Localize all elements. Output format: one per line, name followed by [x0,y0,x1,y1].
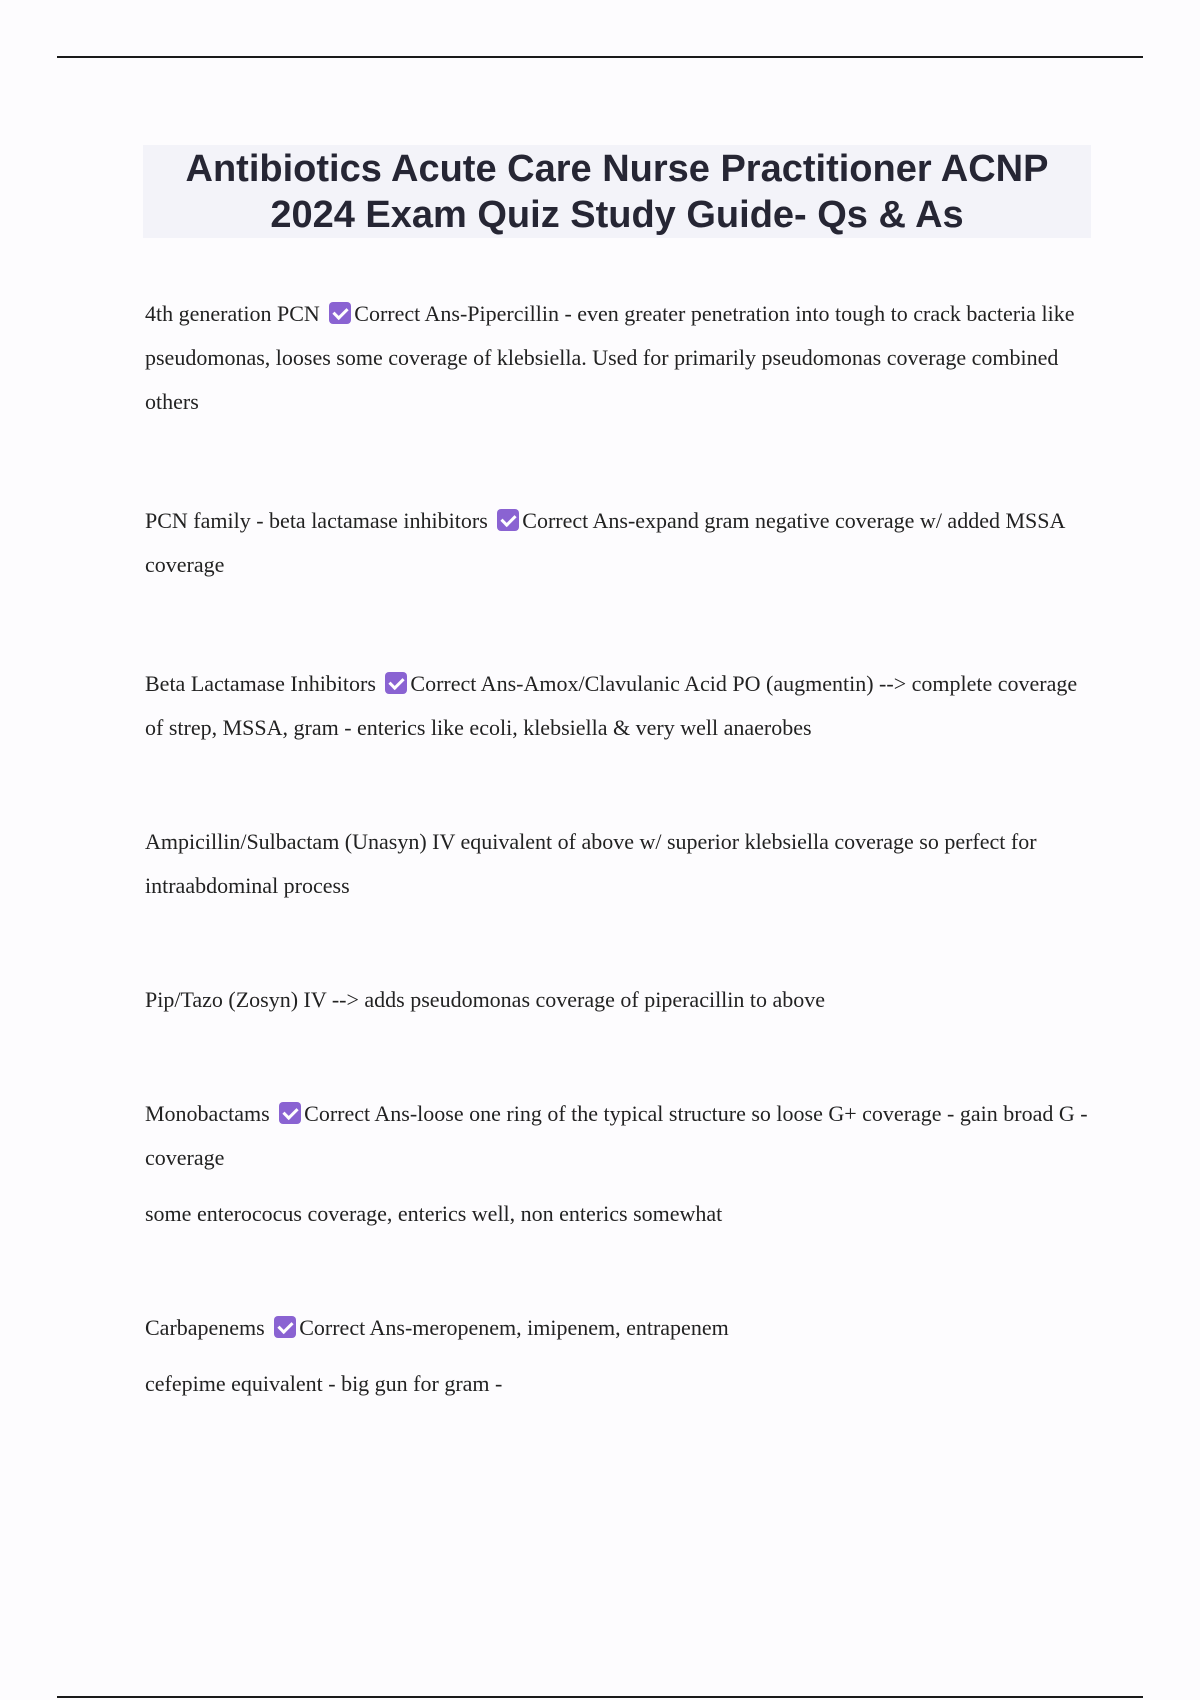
title-box [143,145,1091,238]
qa-content [145,292,1095,1406]
answer-text: Correct Ans-Amox/Clavulanic Acid PO (augmentin) --> complete coverage of strep, MSSA, gram - enterics like ecoli, klebsiella & very well anaerobes [145,671,1078,740]
qa-entry-3 [145,662,1095,750]
qa-entry-monobactams [145,1092,1095,1180]
top-rule [57,56,1143,58]
bottom-rule [57,1696,1143,1698]
answer-text: Correct Ans-Pipercillin - even greater penetration into tough to crack bacteria like pseudomonas, looses some coverage of klebsiella. Used for primarily pseudomonas coverage combined others [145,301,1075,414]
page-title-line-1: Antibiotics Acute Care Nurse Practitioner ACNP [185,147,1049,190]
question-text: Monobactams [145,1101,270,1126]
text-entry-unasyn: Ampicillin/Sulbactam (Unasyn) IV equivalent of above w/ superior klebsiella coverage so perfect for intraabdominal process [145,829,1037,898]
qa-entry-carbapenems [145,1306,1095,1350]
check-box-icon [279,1102,301,1124]
question-text: PCN family - beta lactamase inhibitors [145,508,488,533]
qa-entry-2 [145,499,1095,587]
extra-text: cefepime equivalent - big gun for gram - [145,1371,503,1396]
answer-text: Correct Ans-loose one ring of the typical structure so loose G+ coverage - gain broad G - coverage [145,1101,1088,1170]
check-box-icon [274,1316,296,1338]
page-title-line-2: 2024 Exam Quiz Study Guide- Qs & As [270,193,964,236]
question-text: Carbapenems [145,1315,265,1340]
check-box-icon [329,302,351,324]
answer-text: Correct Ans-meropenem, imipenem, entrapenem [299,1315,729,1340]
qa-entry-1 [145,292,1095,424]
check-box-icon [385,672,407,694]
question-text: Beta Lactamase Inhibitors [145,671,376,696]
check-box-icon [497,509,519,531]
extra-text: some enterococus coverage, enterics well, non enterics somewhat [145,1201,723,1226]
answer-text: Correct Ans-expand gram negative coverage w/ added MSSA coverage [145,508,1065,577]
question-text: 4th generation PCN [145,301,320,326]
text-entry-zosyn: Pip/Tazo (Zosyn) IV --> adds pseudomonas coverage of piperacillin to above [145,987,826,1012]
